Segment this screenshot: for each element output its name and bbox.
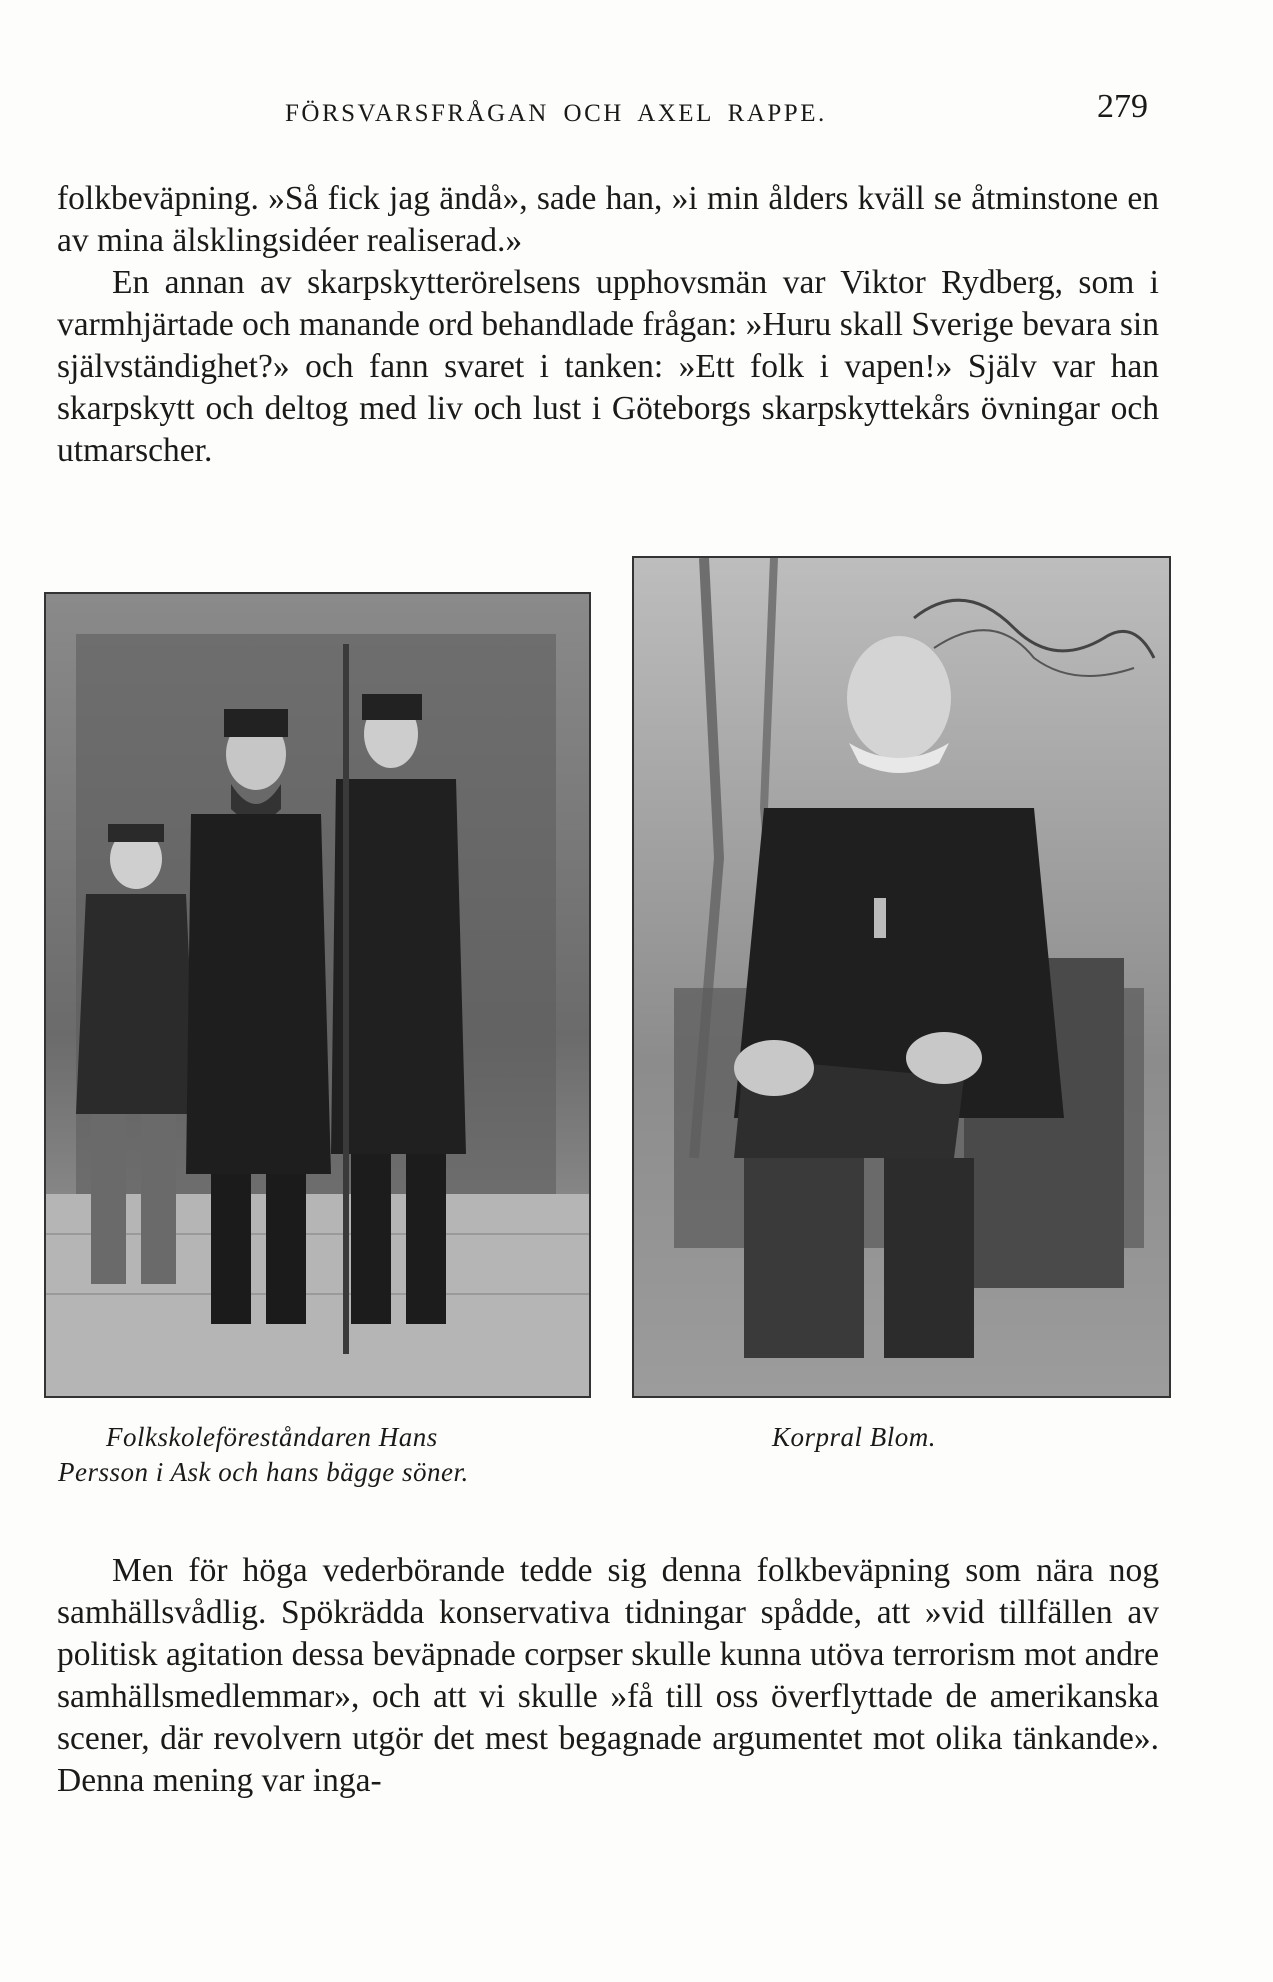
paragraph-bottom: Men för höga vederbörande tedde sig denna folkbeväpning som nära nog samhällsvådlig. Spökrädda konservativa tidningar spådde, att »vid tillfällen av politisk agitation dessa beväpnade corpser skulle kunna utöva terrorism mot andre samhällsmedlemmar», och att vi skulle »få till oss överflyttade de amerikanska scener, där revolvern utgör det mest begagnade argumentet mot olika tänkande». Denna mening var inga-	[57, 1552, 1159, 1799]
page-number: 279	[1097, 88, 1148, 125]
caption-left-line1: Folkskoleföreståndaren Hans	[106, 1422, 438, 1452]
top-text-block	[57, 178, 1159, 472]
photo-family-group	[44, 592, 591, 1398]
caption-right: Korpral Blom.	[772, 1422, 937, 1452]
paragraph-rydberg: En annan av skarpskytterörelsens upphovsmän var Viktor Rydberg, som i varmhjärtade och manande ord behandlade frågan: »Huru skall Sverige bevara sin självständighet?» och fann svaret i tanken: »Ett folk i vapen!» Själv var han skarpskytt och deltog med liv och lust i Göteborgs skarpskyttekårs övningar och utmarscher.	[57, 264, 1159, 469]
caption-left	[58, 1420, 618, 1490]
caption-left-line2: Persson i Ask och hans bägge söner.	[58, 1457, 469, 1487]
paragraph-continuation: folkbeväpning. »Så fick jag ändå», sade han, »i min ålders kväll se åtminstone en av mina älsklingsidéer realiserad.»	[57, 180, 1159, 259]
photo-corporal-blom-image	[634, 558, 1169, 1396]
photo-corporal-blom	[632, 556, 1171, 1398]
running-head: FÖRSVARSFRÅGAN OCH AXEL RAPPE.	[285, 100, 827, 127]
photo-family-group-image	[46, 594, 589, 1396]
